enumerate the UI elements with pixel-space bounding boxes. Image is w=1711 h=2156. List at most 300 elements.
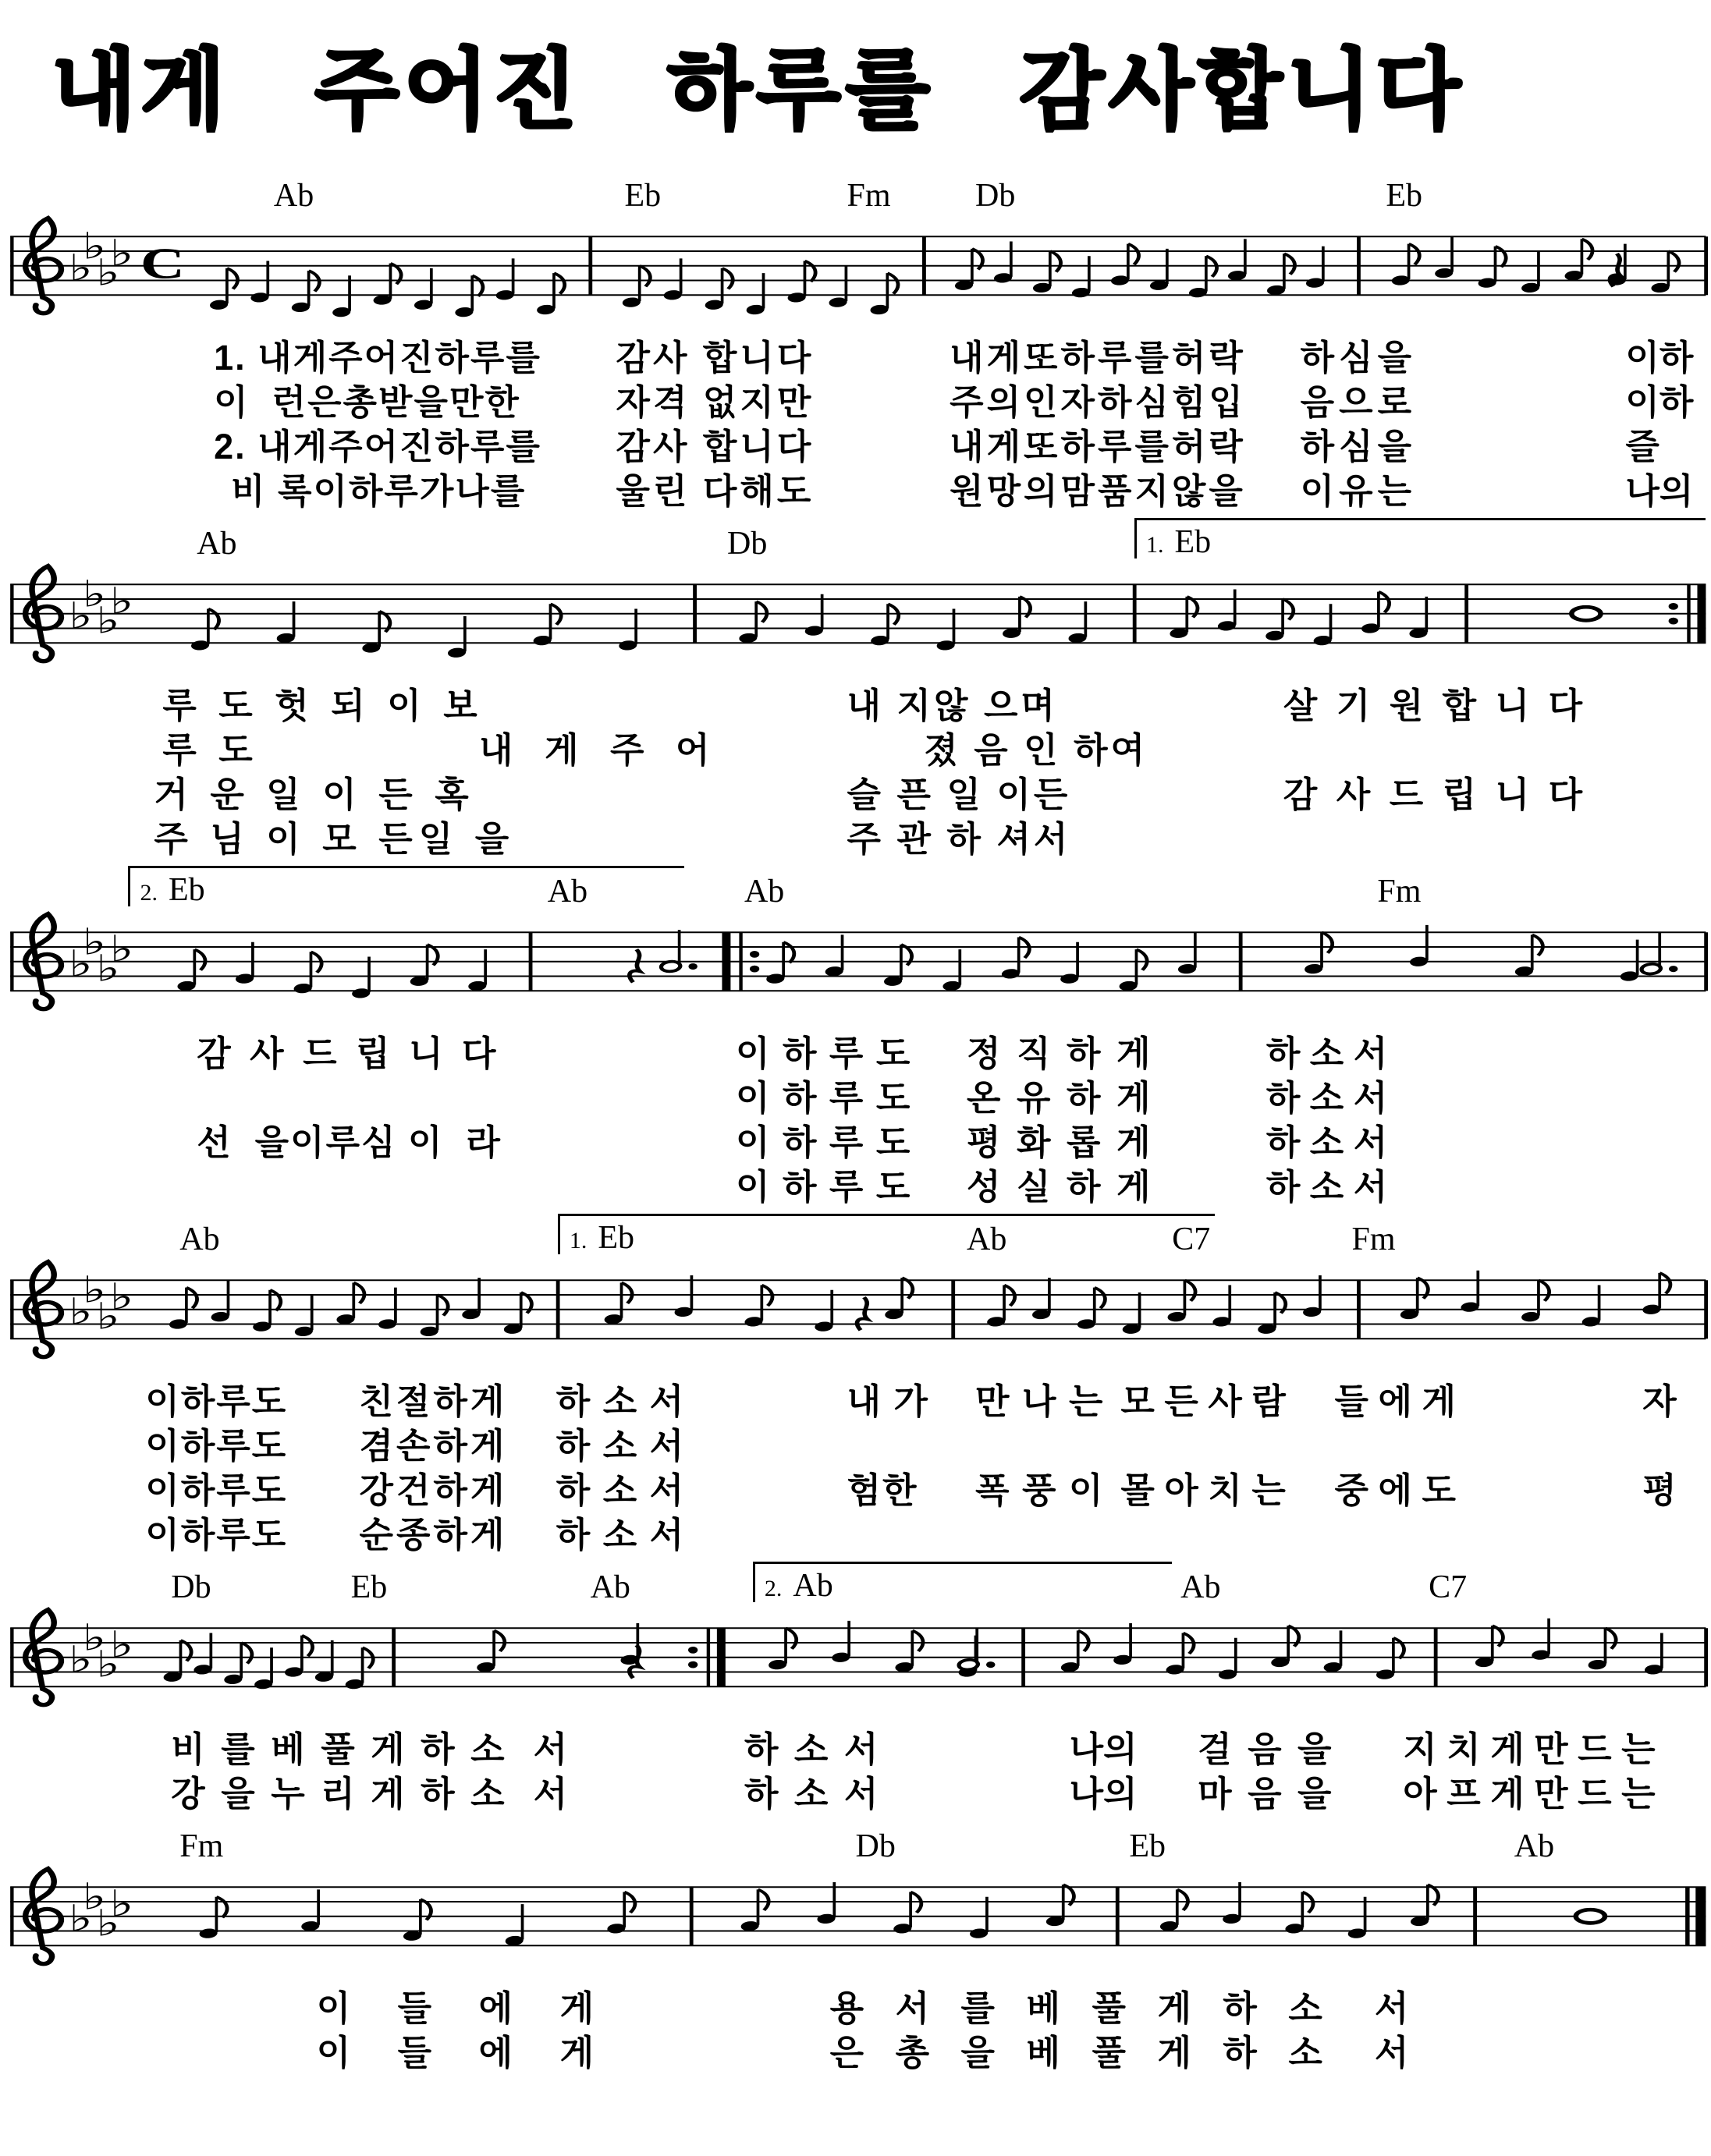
lyric-segment: 이하: [1625, 338, 1694, 378]
note-icon: [603, 1282, 632, 1324]
note-icon: [1159, 1889, 1188, 1931]
lyric-line: [0, 329, 1711, 378]
lyric-segment: 하심을: [1300, 338, 1417, 378]
note-icon: [447, 616, 467, 658]
flat-sign-icon: ♭: [95, 1902, 120, 1945]
note-icon: [765, 942, 794, 984]
lyric-segment: 하 소 서: [744, 1729, 882, 1769]
lyric-segment: 이 하 루 도: [735, 1167, 912, 1207]
lyric-segment: 감사 합니다: [616, 427, 815, 466]
lyric-line: [0, 1069, 1711, 1118]
note-icon: [209, 268, 238, 310]
note-icon: [804, 594, 824, 637]
lyric-segment: 중 에 도: [1334, 1470, 1456, 1510]
lyric-segment: 이하루도: [145, 1515, 288, 1555]
flat-sign-icon: ♭: [68, 1897, 93, 1940]
lyric-segment: 하 소 서: [1266, 1122, 1388, 1162]
note-icon: [986, 1285, 1015, 1328]
lyrics-block: [0, 677, 1711, 859]
volta-chord-label: Eb: [168, 872, 205, 908]
note-icon: [1650, 251, 1679, 293]
note-icon: [1581, 1285, 1601, 1328]
lyric-segment: 평: [1642, 1470, 1677, 1510]
whole-note-icon: [1571, 607, 1600, 620]
lyrics-block: [0, 1373, 1711, 1555]
note-icon: [738, 601, 767, 644]
lyric-segment: 친절하게: [359, 1381, 508, 1421]
note-icon: [1000, 938, 1029, 980]
chord-row: [0, 168, 1711, 212]
note-icon: [162, 1640, 191, 1683]
lyric-segment: 이하루도: [145, 1381, 288, 1421]
volta-bracket: [558, 1214, 1215, 1257]
system-4: [0, 1212, 1711, 1555]
flat-sign-icon: ♭: [68, 246, 93, 289]
lyric-segment: 하 소 서: [556, 1515, 686, 1555]
lyric-segment: 하 소 서: [556, 1381, 686, 1421]
lyric-segment: 내게또하루를허락: [950, 338, 1246, 378]
note-icon: [300, 1889, 321, 1931]
note-icon: [618, 609, 638, 651]
lyric-segment: 험한: [847, 1470, 918, 1510]
volta-number: 1.: [569, 1228, 587, 1254]
lyric-segment: 졌 음 인 하여: [924, 730, 1148, 770]
note-icon: [1347, 1897, 1367, 1939]
flat-sign-icon: ♭: [82, 1268, 107, 1311]
lyric-segment: 정 직 하 게: [967, 1034, 1154, 1073]
flat-sign-icon: ♭: [68, 1638, 93, 1681]
chord-label: Eb: [1129, 1828, 1166, 1864]
lyric-segment: 이 들 에 게: [316, 1988, 613, 2028]
lyric-segment: 이 들 에 게: [316, 2033, 613, 2073]
lyric-line: [0, 1158, 1711, 1207]
staff-system-5: [0, 1604, 1711, 1721]
staff-system-3: [0, 908, 1711, 1025]
note-icon: [1227, 239, 1248, 281]
note-icon: [254, 1647, 274, 1690]
lyric-segment: 하 소 서: [1266, 1167, 1388, 1207]
note-icon: [768, 1628, 797, 1670]
lyric-segment: 주 님 이 모 든일 을: [154, 819, 516, 859]
note-icon: [1060, 942, 1080, 984]
staff-system-4: [0, 1256, 1711, 1373]
note-icon: [893, 1892, 921, 1934]
volta-chord-label: Eb: [598, 1220, 635, 1256]
chord-label: Fm: [179, 1828, 224, 1864]
volta-chord-label: Ab: [793, 1568, 833, 1604]
note-icon: [1212, 1285, 1232, 1328]
lyric-segment: 아 프 게 만 드 는: [1403, 1774, 1656, 1814]
note-icon: [1521, 251, 1541, 293]
chord-label: Db: [727, 526, 768, 562]
score: [0, 168, 1711, 2073]
lyric-segment: 주의인자하심힘입: [950, 382, 1246, 422]
system-1: [0, 168, 1711, 511]
flat-sign-icon: ♭: [82, 573, 107, 615]
note-icon: [1067, 601, 1088, 644]
rest-icon: [630, 949, 640, 982]
chord-label: C7: [1429, 1569, 1468, 1605]
lyric-segment: 이 하 루 도: [735, 1034, 912, 1073]
flat-sign-icon: ♭: [82, 1616, 107, 1659]
note-icon: [1322, 1630, 1343, 1672]
note-icon: [786, 261, 815, 303]
lyric-segment: 내게또하루를허락: [950, 427, 1246, 466]
flat-sign-icon: ♭: [82, 225, 107, 268]
note-icon: [361, 612, 390, 654]
lyric-segment: 겸손하게: [359, 1426, 508, 1466]
lyric-segment: 루 도 헛 되 이 보: [162, 686, 484, 725]
volta-bracket: [1134, 518, 1706, 559]
note-icon: [372, 264, 401, 306]
flat-sign-icon: ♭: [95, 1296, 120, 1339]
chord-label: Ab: [967, 1222, 1007, 1257]
lyric-line: [0, 1980, 1711, 2028]
note-icon: [1257, 1293, 1286, 1335]
note-icon: [476, 1630, 505, 1672]
lyrics-block: [0, 1025, 1711, 1207]
lyric-segment: 거 운 일 이 든 혹: [154, 775, 475, 814]
flat-sign-icon: ♭: [68, 594, 93, 637]
note-icon: [704, 268, 733, 310]
lyric-segment: 하 소 서: [556, 1426, 686, 1466]
volta-bracket: [753, 1562, 1172, 1602]
lyric-segment: 하 소 서: [556, 1470, 686, 1510]
lyric-segment: 은 총 을 베 풀 게 하 소 서: [829, 2033, 1420, 2073]
lyric-line: [0, 1373, 1711, 1421]
lyric-segment: 즐: [1625, 427, 1660, 466]
note-icon: [198, 1897, 227, 1939]
lyric-segment: 감사 합니다: [616, 338, 815, 378]
lyric-line: [0, 374, 1711, 422]
note-icon: [1531, 1619, 1551, 1661]
half-note-icon: [958, 1628, 996, 1671]
lyric-segment: 온 유 하 게: [967, 1078, 1154, 1118]
lyric-segment: 모 든 사 람: [1120, 1381, 1286, 1421]
chord-label: Ab: [1514, 1828, 1555, 1864]
lyric-line: [0, 1721, 1711, 1769]
chord-label: Db: [855, 1828, 896, 1864]
chord-label: Ab: [179, 1222, 220, 1257]
chord-label: Fm: [1377, 874, 1422, 910]
lyric-segment: 이 하 루 도: [735, 1078, 912, 1118]
lyric-segment: 순종하게: [359, 1515, 508, 1555]
note-icon: [1169, 597, 1198, 639]
note-icon: [275, 601, 296, 644]
chord-label: Ab: [744, 874, 785, 910]
flat-sign-icon: ♭: [109, 1276, 134, 1319]
lyrics-block: [0, 1721, 1711, 1814]
flat-sign-icon: ♭: [109, 1624, 134, 1667]
system-2: [0, 516, 1711, 859]
note-icon: [740, 1889, 769, 1931]
volta-number: 2.: [140, 880, 158, 906]
chord-label: Ab: [197, 526, 237, 562]
lyric-segment: 이 하 루 도: [735, 1122, 912, 1162]
lyric-segment: 들 에 게: [1334, 1381, 1456, 1421]
lyric-segment: 마 음 을: [1198, 1774, 1335, 1814]
chord-label: Fm: [1351, 1222, 1396, 1257]
flat-sign-icon: ♭: [109, 580, 134, 623]
lyric-segment: 하 소 서: [744, 1774, 882, 1814]
lyric-segment: 폭 풍 이: [975, 1470, 1105, 1510]
lyric-line: [0, 810, 1711, 859]
note-icon: [332, 275, 352, 317]
note-icon: [1222, 1882, 1242, 1924]
note-icon: [969, 1897, 989, 1939]
flat-sign-icon: ♭: [109, 1883, 134, 1926]
note-icon: [954, 249, 983, 291]
note-icon: [1265, 599, 1294, 641]
lyric-segment: 울린 다해도: [616, 471, 815, 511]
note-icon: [1376, 1638, 1404, 1680]
note-icon: [606, 1892, 635, 1934]
note-icon: [1177, 932, 1198, 974]
note-icon: [210, 1280, 230, 1322]
note-icon: [1410, 1885, 1439, 1927]
lyric-line: [0, 1417, 1711, 1466]
note-icon: [504, 1904, 524, 1946]
note-icon: [894, 1630, 923, 1672]
note-icon: [1587, 1628, 1616, 1670]
time-signature: C: [140, 239, 185, 288]
flat-sign-icon: ♭: [109, 928, 134, 971]
note-icon: [883, 945, 912, 987]
lyric-segment: 강건하게: [359, 1470, 508, 1510]
lyric-segment: 주 관 하 셔서: [847, 819, 1071, 859]
note-icon: [1216, 590, 1237, 632]
flat-sign-icon: ♭: [68, 942, 93, 985]
note-icon: [1032, 251, 1061, 293]
system-6: [0, 1819, 1711, 2073]
note-icon: [502, 1293, 531, 1335]
note-icon: [1477, 246, 1506, 289]
note-icon: [884, 1278, 913, 1320]
note-icon: [403, 1899, 431, 1941]
system-5: [0, 1560, 1711, 1814]
note-icon: [454, 275, 483, 317]
note-icon: [250, 261, 270, 303]
lyric-segment: 살 기 원 합 니 다: [1283, 686, 1588, 725]
note-icon: [1121, 1293, 1141, 1335]
note-icon: [1031, 1278, 1052, 1320]
note-icon: [1514, 934, 1542, 977]
chord-label: Db: [171, 1569, 211, 1605]
lyric-segment: 이하루도: [145, 1426, 288, 1466]
volta-number: 2.: [764, 1576, 783, 1601]
note-icon: [1312, 604, 1333, 646]
note-icon: [744, 1285, 772, 1328]
note-icon: [1399, 1278, 1428, 1320]
lyric-segment: 자격 없지만: [616, 382, 815, 422]
half-note-icon: [1641, 932, 1678, 975]
lyric-segment: 내 게 주 어: [479, 730, 721, 770]
rest-icon: [857, 1297, 868, 1330]
chord-label: Ab: [1180, 1569, 1221, 1605]
note-icon: [1165, 1633, 1194, 1676]
lyric-segment: 평 화 롭 게: [967, 1122, 1154, 1162]
volta-chord-label: Eb: [1174, 524, 1212, 560]
lyric-segment: 슬 픈 일 이든: [847, 775, 1071, 814]
flat-sign-icon: ♭: [95, 948, 120, 991]
lyric-line: [0, 2024, 1711, 2073]
system-3: [0, 864, 1711, 1207]
lyric-line: [0, 418, 1711, 466]
note-icon: [1266, 254, 1295, 296]
lyric-line: [0, 1025, 1711, 1073]
lyric-segment: 감 사 드 립 니 다: [1283, 775, 1588, 814]
lyric-segment: 이하: [1625, 382, 1694, 422]
lyric-line: [0, 722, 1711, 770]
lyric-line: [0, 766, 1711, 814]
chord-label: Ab: [590, 1569, 630, 1605]
lyric-segment: 만 나 는: [975, 1381, 1105, 1421]
flat-sign-icon: ♭: [68, 1290, 93, 1333]
whole-note-icon: [1576, 1910, 1605, 1923]
chord-label: Ab: [273, 178, 314, 214]
note-icon: [993, 242, 1013, 284]
chord-label: Eb: [624, 178, 662, 214]
note-icon: [1521, 1280, 1549, 1322]
lyric-segment: 1. 내게주어진하루를: [214, 338, 541, 378]
note-icon: [1002, 597, 1031, 639]
lyric-segment: 용 서 를 베 풀 게 하 소 서: [829, 1988, 1420, 2028]
lyric-segment: 2. 내게주어진하루를: [214, 427, 541, 466]
note-icon: [190, 609, 219, 651]
note-icon: [1218, 1638, 1238, 1680]
note-icon: [673, 1275, 694, 1317]
lyric-segment: 이하루도: [145, 1470, 288, 1510]
lyrics-block: [0, 1980, 1711, 2073]
note-icon: [1113, 1623, 1133, 1665]
half-note-icon: [660, 930, 698, 973]
flat-sign-icon: ♭: [95, 1644, 120, 1686]
chord-label: Fm: [847, 178, 891, 214]
lyric-segment: 하심을: [1300, 427, 1417, 466]
staff-system-1: [0, 212, 1711, 329]
note-icon: [344, 1647, 373, 1690]
lyric-segment: 이 런은총받을만한: [214, 382, 520, 422]
note-icon: [1118, 949, 1147, 991]
note-icon: [816, 1882, 836, 1924]
lyric-line: [0, 1506, 1711, 1555]
note-icon: [1460, 1271, 1480, 1313]
lyric-segment: 자: [1642, 1381, 1677, 1421]
note-icon: [293, 952, 321, 994]
note-icon: [351, 957, 371, 999]
lyric-segment: 하 소 서: [1266, 1078, 1388, 1118]
lyric-segment: 내 지않 으며: [847, 686, 1058, 725]
volta-bracket: [128, 866, 684, 910]
note-icon: [335, 1282, 364, 1324]
chord-row: [0, 1819, 1711, 1863]
note-icon: [814, 1290, 834, 1332]
lyric-segment: 선 을이루심 이 라: [197, 1122, 502, 1162]
lyric-line: [0, 1765, 1711, 1814]
lyric-segment: 몰 아 치 는: [1120, 1470, 1286, 1510]
flat-sign-icon: ♭: [82, 1875, 107, 1918]
note-icon: [314, 1640, 334, 1683]
lyric-segment: 성 실 하 게: [967, 1167, 1154, 1207]
note-icon: [223, 1643, 252, 1685]
note-icon: [532, 604, 561, 646]
chord-row: [0, 864, 1711, 908]
note-icon: [1302, 1275, 1322, 1317]
lyric-line: [0, 463, 1711, 511]
note-icon: [1644, 1633, 1664, 1676]
note-icon: [1434, 236, 1454, 278]
note-icon: [942, 949, 962, 991]
note-icon: [870, 604, 899, 646]
lyric-segment: 내 가: [847, 1381, 929, 1421]
note-icon: [1166, 1280, 1195, 1322]
note-icon: [193, 1633, 213, 1676]
note-icon: [1305, 246, 1326, 289]
lyric-segment: 걸 음 을: [1198, 1729, 1335, 1769]
lyric-segment: 강 을 누 리 게 하 소 서: [171, 1774, 571, 1814]
song-title: 내게 주어진 하루를 감사합니다: [51, 41, 1465, 139]
note-icon: [1270, 1626, 1299, 1668]
lyric-segment: 이유는: [1300, 471, 1417, 511]
lyric-line: [0, 1462, 1711, 1510]
note-icon: [1060, 1630, 1088, 1672]
note-icon: [1045, 1885, 1074, 1927]
note-icon: [293, 1295, 314, 1337]
note-icon: [290, 271, 319, 313]
note-icon: [1564, 239, 1592, 281]
lyric-segment: 하 소 서: [1266, 1034, 1388, 1073]
lyric-segment: 지 치 게 만 드 는: [1403, 1729, 1656, 1769]
lyric-segment: 비 록이하루가나를: [231, 471, 527, 511]
note-icon: [409, 945, 438, 987]
staff-system-2: [0, 560, 1711, 677]
note-icon: [467, 949, 488, 991]
flat-sign-icon: ♭: [82, 920, 107, 963]
flat-sign-icon: ♭: [95, 252, 120, 295]
chord-label: Ab: [547, 874, 588, 910]
note-icon: [1408, 597, 1429, 639]
chord-label: Eb: [350, 1569, 388, 1605]
note-icon: [935, 609, 956, 651]
note-icon: [1071, 256, 1092, 298]
staff-system-6: [0, 1863, 1711, 1980]
note-icon: [1149, 249, 1170, 291]
flat-sign-icon: ♭: [95, 600, 120, 643]
lyric-segment: 나의: [1625, 471, 1694, 511]
lyric-segment: 음으로: [1300, 382, 1417, 422]
volta-number: 1.: [1145, 532, 1164, 558]
lyric-segment: 원망의맘품지않을: [950, 471, 1246, 511]
chord-row: [0, 1212, 1711, 1256]
lyrics-block: [0, 329, 1711, 511]
note-icon: [1304, 932, 1333, 974]
note-icon: [461, 1278, 481, 1320]
lyric-segment: 루 도: [162, 730, 259, 770]
note-icon: [828, 266, 848, 308]
note-icon: [176, 949, 205, 991]
lyric-segment: 비 를 베 풀 게 하 소 서: [171, 1729, 571, 1769]
chord-label: Db: [975, 178, 1016, 214]
chord-label: Eb: [1386, 178, 1422, 214]
note-icon: [414, 268, 434, 310]
chord-row: [0, 516, 1711, 560]
note-icon: [1474, 1626, 1503, 1668]
note-icon: [419, 1295, 448, 1337]
flat-sign-icon: ♭: [109, 232, 134, 275]
note-icon: [252, 1290, 281, 1332]
lyric-segment: 나의: [1069, 1774, 1138, 1814]
lyric-segment: 감 사 드 립 니 다: [197, 1034, 501, 1073]
